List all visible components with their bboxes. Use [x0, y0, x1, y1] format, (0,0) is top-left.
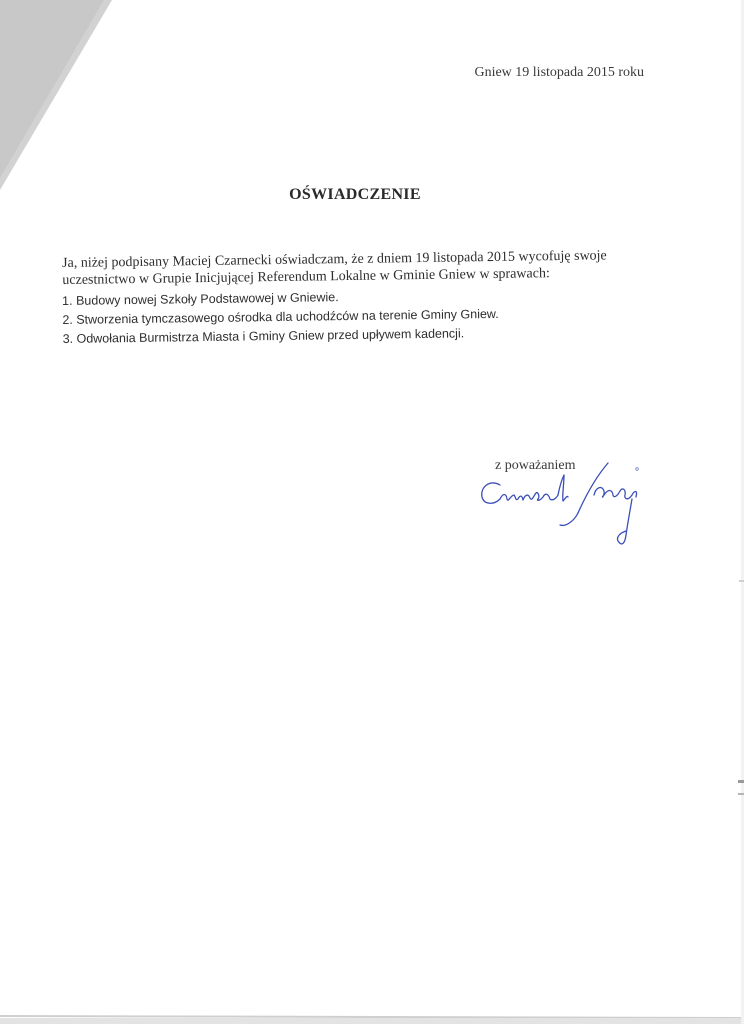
scan-edge-marks	[738, 0, 744, 1024]
closing-salutation: z poważaniem	[495, 458, 576, 473]
list-item: 2. Stworzenia tymczasowego ośrodka dla uchodźców na terenie Gminy Gniew.	[62, 306, 499, 327]
statement-line: uczestnictwo w Grupie Inicjującej Referendum Lokalne w Gminie Gniew w sprawach:	[62, 266, 550, 288]
matters-list	[62, 284, 623, 349]
statement-paragraph	[62, 247, 662, 289]
document-title: OŚWIADCZENIE	[289, 186, 421, 203]
document-date: Gniew 19 listopada 2015 roku	[474, 65, 644, 80]
list-item: 1. Budowy nowej Szkoły Podstawowej w Gniewie.	[62, 290, 339, 308]
handwritten-signature	[470, 455, 650, 565]
list-item: 3. Odwołania Burmistrza Miasta i Gminy Gniew przed upływem kadencji.	[62, 326, 465, 346]
statement-line: Ja, niżej podpisany Maciej Czarnecki oświadczam, że z dniem 19 listopada 2015 wycofuję swoje	[62, 248, 607, 271]
